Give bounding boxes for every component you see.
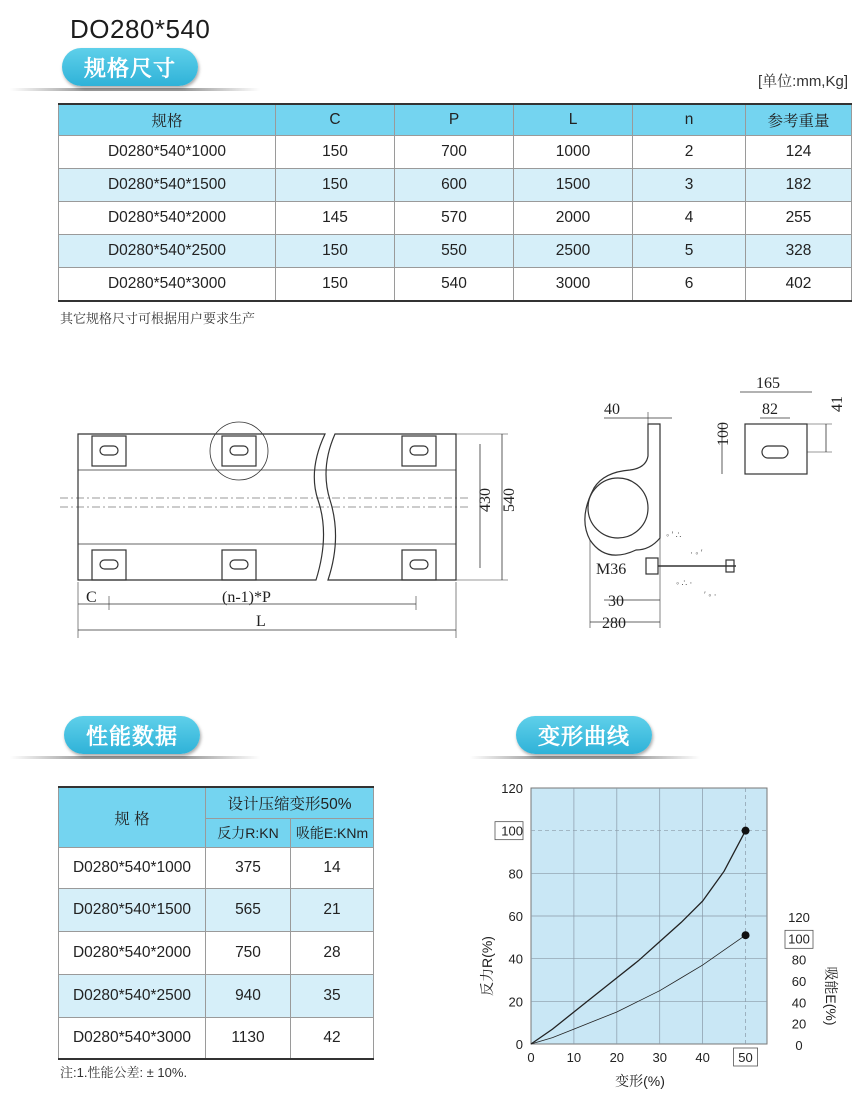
x-tick-label: 0: [527, 1050, 535, 1065]
cell-p: 570: [395, 202, 514, 235]
y2-tick-label: 80: [791, 952, 807, 968]
technical-drawing: [0, 360, 860, 650]
perf-cell-e: 21: [291, 889, 374, 932]
cell-p: 700: [395, 136, 514, 169]
series-endpoint-2: [742, 931, 750, 939]
table-row: [59, 202, 852, 235]
perf-header-group: 设计压缩变形50%: [206, 787, 374, 819]
cell-p: 550: [395, 235, 514, 268]
y-tick-label: 80: [508, 866, 523, 882]
y-tick-label: 120: [501, 781, 523, 796]
y-tick-label: 0: [515, 1037, 523, 1052]
section-underline: [10, 756, 260, 759]
y2-tick-label: 20: [791, 1016, 807, 1032]
cell-n: 6: [633, 268, 746, 302]
table-row: [59, 932, 374, 975]
dim-30: 30: [608, 593, 624, 610]
x-tick-label: 50: [738, 1050, 753, 1065]
cell-c: 150: [276, 136, 395, 169]
perf-cell-spec: D0280*540*3000: [59, 1018, 206, 1060]
y2-tick-label: 60: [791, 974, 807, 989]
x-tick-label: 20: [609, 1050, 625, 1065]
cell-c: 150: [276, 268, 395, 302]
dim-m36: M36: [596, 561, 627, 578]
cell-spec: D0280*540*1500: [59, 169, 276, 202]
perf-cell-r: 1130: [206, 1018, 291, 1060]
cell-l: 3000: [514, 268, 633, 302]
perf-cell-e: 42: [291, 1018, 374, 1060]
y2-tick-label: 100: [788, 931, 810, 947]
perf-header-spec: 规 格: [59, 787, 206, 848]
section-title-perf: 性能数据: [64, 716, 200, 754]
perf-cell-spec: D0280*540*1500: [59, 889, 206, 932]
cell-c: 150: [276, 235, 395, 268]
model-title: DO280*540: [70, 14, 211, 44]
section-underline: [10, 88, 260, 91]
deformation-chart: [470, 770, 860, 1102]
cell-l: 2000: [514, 202, 633, 235]
table-row: [59, 136, 852, 169]
y2-tick-label: 40: [791, 995, 807, 1011]
header-weight: 参考重量: [746, 104, 852, 136]
section-title-spec: 规格尺寸: [62, 48, 198, 86]
cell-weight: 124: [746, 136, 852, 169]
svg-text:· ◦ ′: · ◦ ′: [690, 548, 703, 558]
spec-note: 其它规格尺寸可根据用户要求生产: [60, 311, 256, 326]
section-title-curve: 变形曲线: [516, 716, 652, 754]
cell-weight: 182: [746, 169, 852, 202]
perf-cell-spec: D0280*540*2500: [59, 975, 206, 1018]
perf-cell-spec: D0280*540*2000: [59, 932, 206, 975]
svg-text:◦ ∴ ·: ◦ ∴ ·: [676, 578, 693, 588]
cell-n: 3: [633, 169, 746, 202]
table-row: [59, 169, 852, 202]
cell-n: 4: [633, 202, 746, 235]
perf-cell-e: 28: [291, 932, 374, 975]
y-tick-label: 60: [508, 909, 523, 924]
cell-l: 1500: [514, 169, 633, 202]
y2-axis-label: 吸能E(%): [823, 966, 839, 1026]
cell-l: 1000: [514, 136, 633, 169]
y-tick-label: 40: [508, 951, 523, 967]
x-tick-label: 30: [652, 1050, 667, 1065]
cell-weight: 328: [746, 235, 852, 268]
header-n: n: [633, 104, 746, 136]
perf-cell-spec: D0280*540*1000: [59, 848, 206, 889]
cell-spec: D0280*540*1000: [59, 136, 276, 169]
y2-tick-label: 0: [795, 1038, 803, 1053]
table-row: [59, 1018, 374, 1060]
table-row: [59, 889, 374, 932]
header-c: C: [276, 104, 395, 136]
table-row: [59, 975, 374, 1018]
perf-cell-r: 750: [206, 932, 291, 975]
header-p: P: [395, 104, 514, 136]
cell-p: 540: [395, 268, 514, 302]
spec-table: [58, 103, 852, 302]
perf-header-e: 吸能E:KNm: [291, 819, 374, 848]
y2-tick-label: 120: [788, 910, 810, 925]
dim-100: 100: [715, 422, 732, 446]
plate-detail: [745, 424, 807, 474]
y-axis-label: 反力R(%): [479, 936, 495, 996]
dim-540: 540: [501, 488, 518, 512]
table-row: [59, 235, 852, 268]
cell-c: 150: [276, 169, 395, 202]
cell-c: 145: [276, 202, 395, 235]
dim-l: L: [256, 613, 266, 630]
perf-cell-r: 375: [206, 848, 291, 889]
svg-text:◦ ′ ∴: ◦ ′ ∴: [666, 530, 682, 540]
perf-cell-r: 940: [206, 975, 291, 1018]
cell-spec: D0280*540*3000: [59, 268, 276, 302]
dim-40: 40: [604, 401, 620, 418]
unit-label: [单位:mm,Kg]: [757, 73, 848, 90]
perf-cell-e: 35: [291, 975, 374, 1018]
perf-cell-r: 565: [206, 889, 291, 932]
dim-280: 280: [602, 615, 626, 632]
perf-cell-e: 14: [291, 848, 374, 889]
x-tick-label: 40: [695, 1050, 710, 1065]
dim-165: 165: [756, 375, 780, 392]
cell-n: 2: [633, 136, 746, 169]
table-row: [59, 268, 852, 302]
x-axis-label: 变形(%): [615, 1073, 665, 1089]
header-l: L: [514, 104, 633, 136]
perf-note: 注:1.性能公差: ± 10%.: [60, 1065, 188, 1080]
header-spec: 规格: [59, 104, 276, 136]
y-tick-label: 20: [508, 994, 523, 1010]
cell-p: 600: [395, 169, 514, 202]
series-endpoint-1: [742, 827, 750, 835]
svg-text:′ ◦ ·: ′ ◦ ·: [704, 590, 717, 600]
dim-np: (n-1)*P: [222, 589, 271, 606]
cell-weight: 255: [746, 202, 852, 235]
dim-430: 430: [477, 488, 494, 512]
perf-table: [58, 786, 374, 1060]
cell-spec: D0280*540*2000: [59, 202, 276, 235]
cell-spec: D0280*540*2500: [59, 235, 276, 268]
perf-header-r: 反力R:KN: [206, 819, 291, 848]
cell-weight: 402: [746, 268, 852, 302]
spec-table-header: [59, 104, 852, 136]
dim-41: 41: [829, 396, 846, 412]
dim-c: C: [86, 589, 97, 606]
cell-n: 5: [633, 235, 746, 268]
dim-82: 82: [762, 401, 778, 418]
section-underline: [470, 756, 700, 759]
x-tick-label: 10: [566, 1050, 582, 1065]
table-row: [59, 848, 374, 889]
cell-l: 2500: [514, 235, 633, 268]
y-tick-label: 100: [501, 823, 523, 839]
